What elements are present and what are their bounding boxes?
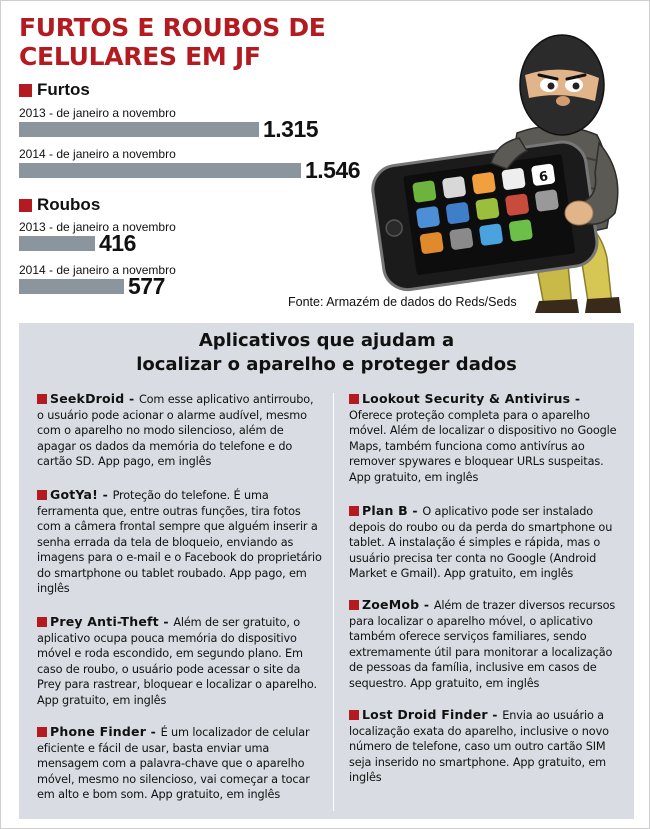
apps-panel	[19, 323, 634, 819]
bar-label: 2013 - de janeiro a novembro	[19, 220, 176, 234]
bar-label: 2014 - de janeiro a novembro	[19, 263, 176, 277]
app-name: Prey Anti-Theft	[50, 614, 159, 629]
panel-title-line: Aplicativos que ajudam a	[198, 330, 455, 351]
group-name: Roubos	[37, 195, 101, 214]
app-separator: -	[124, 391, 139, 406]
app-description: É um localizador de celular eficiente e fácil de usar, basta enviar uma mensagem com a palavra-chave que o aparelho móvel, mesmo no silencioso, vai começar a tocar em alto e bom som. App gratuito, em inglês	[37, 726, 310, 801]
bar	[19, 279, 124, 294]
column-divider	[333, 393, 334, 811]
app-name: Phone Finder	[50, 724, 147, 739]
bar	[19, 163, 301, 178]
page-title: FURTOS E ROUBOS DE CELULARES EM JF	[19, 13, 326, 71]
bar-value: 1.315	[263, 116, 319, 142]
app-entry	[37, 487, 323, 597]
bar-label: 2013 - de janeiro a novembro	[19, 106, 176, 120]
bar-value: 1.546	[305, 157, 361, 183]
app-name: ZoeMob	[362, 597, 420, 612]
app-separator: -	[407, 503, 423, 518]
app-name: Plan B	[362, 503, 408, 518]
app-description: Oferece proteção completa para o aparelho móvel. Além de localizar o dispositivo no Google Maps, também funciona como antivírus ao remover spywares e bloquear URLs suspeitas. App gratuito, em inglês	[349, 408, 617, 484]
app-entry	[37, 614, 323, 708]
app-entry	[37, 724, 323, 803]
app-name: SeekDroid	[50, 391, 125, 406]
app-separator: -	[487, 707, 503, 722]
red-square-icon	[37, 617, 47, 627]
red-square-icon	[349, 600, 359, 610]
bar-value: 416	[99, 230, 136, 256]
red-square-icon	[37, 490, 47, 500]
app-description: Envia ao usuário a localização exata do aparelho, inclusive o novo número de telefone, caso um outro cartão SIM seja inserido no smartphone. App gratuito, em inglês	[349, 709, 609, 784]
group-heading-furtos	[19, 80, 90, 100]
source-note: Fonte: Armazém de dados do Reds/Seds	[288, 295, 517, 309]
app-description: Além de ser gratuito, o aplicativo ocupa pouca memória do dispositivo móvel e roda escondido, em segundo plano. Em caso de roubo, o usuário pode acessar o site da Prey para rastrear, bloquear e localizar o aparelho. App gratuito, em inglês	[37, 616, 317, 707]
app-description: Com esse aplicativo antirroubo, o usuário pode acionar o alarme audível, mesmo com o aparelho no modo silencioso, além de apagar os dados da memória do telefone e do cartão SD. App pago, em inglês	[37, 393, 314, 468]
calendar-day: 6	[538, 169, 550, 186]
red-square-icon	[19, 199, 32, 212]
app-name: Lookout Security & Antivirus	[362, 391, 571, 406]
app-description: O aplicativo pode ser instalado depois do roubo ou da perda do smartphone ou tablet. A instalação é simples e rápida, mas o usuário precisa ter conta no Google (Android Market e Gmail). App gratuito, em inglês	[349, 505, 613, 580]
bar-value: 577	[128, 273, 165, 299]
red-square-icon	[37, 727, 47, 737]
app-separator: -	[146, 724, 161, 739]
thief-with-phone-illustration	[367, 23, 637, 313]
group-name: Furtos	[37, 80, 90, 99]
app-description: Proteção do telefone. É uma ferramenta que, entre outras funções, tira fotos com a câmera frontal sempre que alguém inserir a senha errada da tela de bloqueio, enviando as imagens para o e-mail e o Facebook do proprietário do smartphone ou tablet roubado. App pago, em inglês	[37, 489, 322, 595]
panel-title	[19, 329, 634, 377]
app-name: Lost Droid Finder	[362, 707, 488, 722]
red-square-icon	[349, 506, 359, 516]
app-entry	[37, 391, 323, 470]
app-entry	[349, 597, 627, 691]
app-separator: -	[98, 487, 113, 502]
app-entry	[349, 391, 627, 485]
panel-title-line: localizar o aparelho e proteger dados	[136, 354, 517, 375]
red-square-icon	[349, 710, 359, 720]
bar	[19, 236, 95, 251]
app-separator: -	[570, 391, 581, 406]
bar-label: 2014 - de janeiro a novembro	[19, 147, 176, 161]
app-separator: -	[158, 614, 174, 629]
red-square-icon	[19, 84, 32, 97]
red-square-icon	[349, 394, 359, 404]
app-entry	[349, 707, 627, 786]
app-name: GotYa!	[50, 487, 99, 502]
app-entry	[349, 503, 627, 582]
bar	[19, 122, 259, 137]
red-square-icon	[37, 394, 47, 404]
app-separator: -	[419, 597, 434, 612]
app-description: Além de trazer diversos recursos para localizar o aparelho móvel, o aplicativo também oferece serviços familiares, sendo extremamente útil para monitorar a localização de pessoas da família, inclusive em casos de sequestro. App gratuito, em inglês	[349, 599, 616, 690]
group-heading-roubos	[19, 195, 100, 215]
